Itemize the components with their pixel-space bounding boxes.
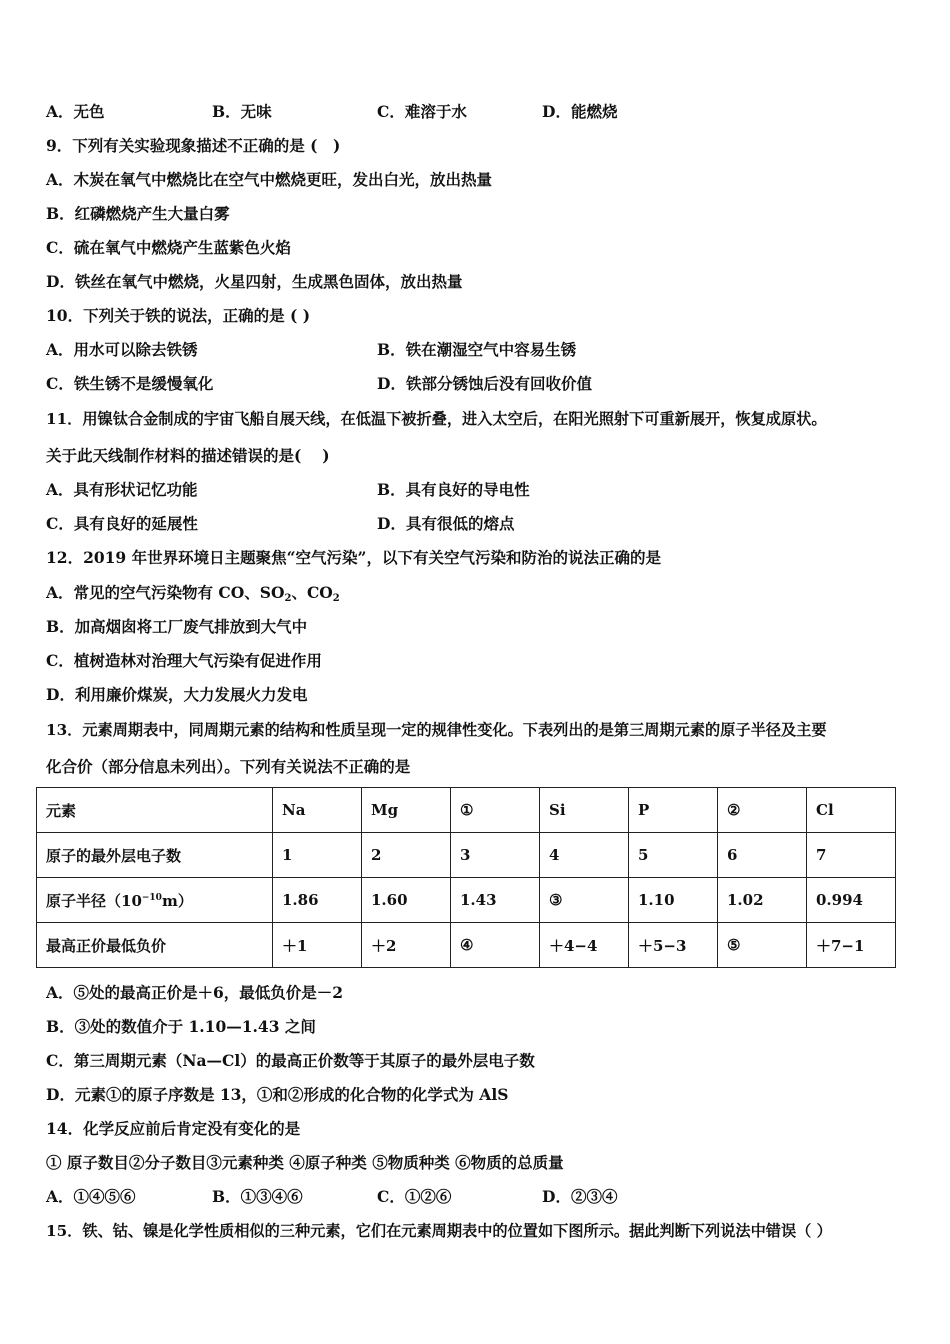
q13-stem-line2: 化合价（部分信息未列出）。下列有关说法不正确的是 <box>46 757 411 776</box>
q12-option-c: C．植树造林对治理大气污染有促进作用 <box>46 651 322 670</box>
q12-option-a-text: A．常见的空气污染物有 CO、SO <box>46 583 285 602</box>
q11-option-b: B．具有良好的导电性 <box>377 480 530 499</box>
q11-option-a: A．具有形状记忆功能 <box>46 480 198 499</box>
table-cell: ＋5−3 <box>629 923 718 968</box>
table-cell: Si <box>540 788 629 833</box>
table-cell: ③ <box>540 878 629 923</box>
q11-option-d: D．具有很低的熔点 <box>377 514 515 533</box>
q12-option-a-sub1: 2 <box>284 593 292 604</box>
q14-option-a: A．①④⑤⑥ <box>46 1187 136 1206</box>
q9-option-d: D．铁丝在氧气中燃烧，火星四射，生成黑色固体，放出热量 <box>46 272 463 291</box>
table-cell: ④ <box>451 923 540 968</box>
q15-stem: 15．铁、钴、镍是化学性质相似的三种元素，它们在元素周期表中的位置如下图所示。据此判断下列说法中错误（ ） <box>46 1222 832 1240</box>
table-cell: 1.43 <box>451 878 540 923</box>
q8-option-d: D．能燃烧 <box>542 102 618 121</box>
table-cell: 7 <box>807 833 896 878</box>
q10-option-c: C．铁生锈不是缓慢氧化 <box>46 374 214 393</box>
table-cell: 1.86 <box>273 878 362 923</box>
q8-option-b: B．无味 <box>212 102 272 121</box>
table-cell: 最高正价最低负价 <box>37 923 273 968</box>
q10-option-d: D．铁部分锈蚀后没有回收价值 <box>377 374 592 393</box>
radius-label-post: m） <box>161 891 193 910</box>
q12-stem: 12．2019 年世界环境日主题聚焦“空气污染”，以下有关空气污染和防治的说法正确的是 <box>46 548 661 567</box>
q14-items: ① 原子数目②分子数目③元素种类 ④原子种类 ⑤物质种类 ⑥物质的总质量 <box>46 1153 564 1172</box>
q9-option-b: B．红磷燃烧产生大量白雾 <box>46 204 230 223</box>
q14-option-c: C．①②⑥ <box>377 1187 452 1206</box>
table-cell: Mg <box>362 788 451 833</box>
table-row <box>37 788 896 833</box>
table-cell: ② <box>718 788 807 833</box>
table-cell: ⑤ <box>718 923 807 968</box>
table-cell: ＋7−1 <box>807 923 896 968</box>
q9-stem: 9．下列有关实验现象描述不正确的是 ( ) <box>46 136 341 155</box>
q9-option-a: A．木炭在氧气中燃烧比在空气中燃烧更旺，发出白光，放出热量 <box>46 170 493 189</box>
q12-option-a <box>46 583 340 609</box>
q12-option-b: B．加高烟囱将工厂废气排放到大气中 <box>46 617 308 636</box>
q14-option-d: D．②③④ <box>542 1187 618 1206</box>
q14-stem: 14．化学反应前后肯定没有变化的是 <box>46 1119 301 1138</box>
table-cell: ＋1 <box>273 923 362 968</box>
table-cell: Cl <box>807 788 896 833</box>
table-cell: ① <box>451 788 540 833</box>
table-cell: 0.994 <box>807 878 896 923</box>
q13-option-b: B．③处的数值介于 1.10—1.43 之间 <box>46 1017 316 1036</box>
table-row <box>37 833 896 878</box>
table-cell <box>37 878 273 923</box>
q13-option-c: C．第三周期元素（Na—Cl）的最高正价数等于其原子的最外层电子数 <box>46 1051 535 1070</box>
table-cell: 原子的最外层电子数 <box>37 833 273 878</box>
table-row <box>37 923 896 968</box>
table-cell: 元素 <box>37 788 273 833</box>
radius-label-exponent: −10 <box>141 892 162 903</box>
q11-stem-line2: 关于此天线制作材料的描述错误的是( ) <box>46 446 330 465</box>
q14-option-b: B．①③④⑥ <box>212 1187 303 1206</box>
q11-stem-line1: 11．用镍钛合金制成的宇宙飞船自展天线，在低温下被折叠，进入太空后，在阳光照射下可重新展开，恢复成原状。 <box>46 410 827 428</box>
table-cell: ＋4−4 <box>540 923 629 968</box>
table-cell: 3 <box>451 833 540 878</box>
q12-option-a-sub2: 2 <box>332 593 340 604</box>
table-cell: P <box>629 788 718 833</box>
q13-option-d: D．元素①的原子序数是 13，①和②形成的化合物的化学式为 AlS <box>46 1085 509 1104</box>
table-cell: 1 <box>273 833 362 878</box>
table-row <box>37 878 896 923</box>
q8-option-c: C．难溶于水 <box>377 102 467 121</box>
q10-option-a: A．用水可以除去铁锈 <box>46 340 198 359</box>
table-cell: ＋2 <box>362 923 451 968</box>
table-cell: 1.60 <box>362 878 451 923</box>
table-cell: 4 <box>540 833 629 878</box>
q9-option-c: C．硫在氧气中燃烧产生蓝紫色火焰 <box>46 238 291 257</box>
q13-option-a: A．⑤处的最高正价是＋6，最低负价是－2 <box>46 983 344 1002</box>
q10-option-b: B．铁在潮湿空气中容易生锈 <box>377 340 577 359</box>
table-cell: 1.02 <box>718 878 807 923</box>
q12-option-d: D．利用廉价煤炭，大力发展火力发电 <box>46 685 308 704</box>
table-cell: 2 <box>362 833 451 878</box>
q13-stem-line1: 13．元素周期表中，同周期元素的结构和性质呈现一定的规律性变化。下表列出的是第三周期元素的原子半径及主要 <box>46 721 827 739</box>
radius-label-pre: 原子半径（10 <box>46 891 142 910</box>
table-cell: Na <box>273 788 362 833</box>
q11-option-c: C．具有良好的延展性 <box>46 514 198 533</box>
table-cell: 1.10 <box>629 878 718 923</box>
periodic-table <box>36 787 896 968</box>
table-cell: 6 <box>718 833 807 878</box>
table-cell: 5 <box>629 833 718 878</box>
q8-option-a: A．无色 <box>46 102 105 121</box>
q10-stem: 10．下列关于铁的说法，正确的是 ( ) <box>46 306 311 325</box>
q12-option-a-mid: 、CO <box>291 583 333 602</box>
